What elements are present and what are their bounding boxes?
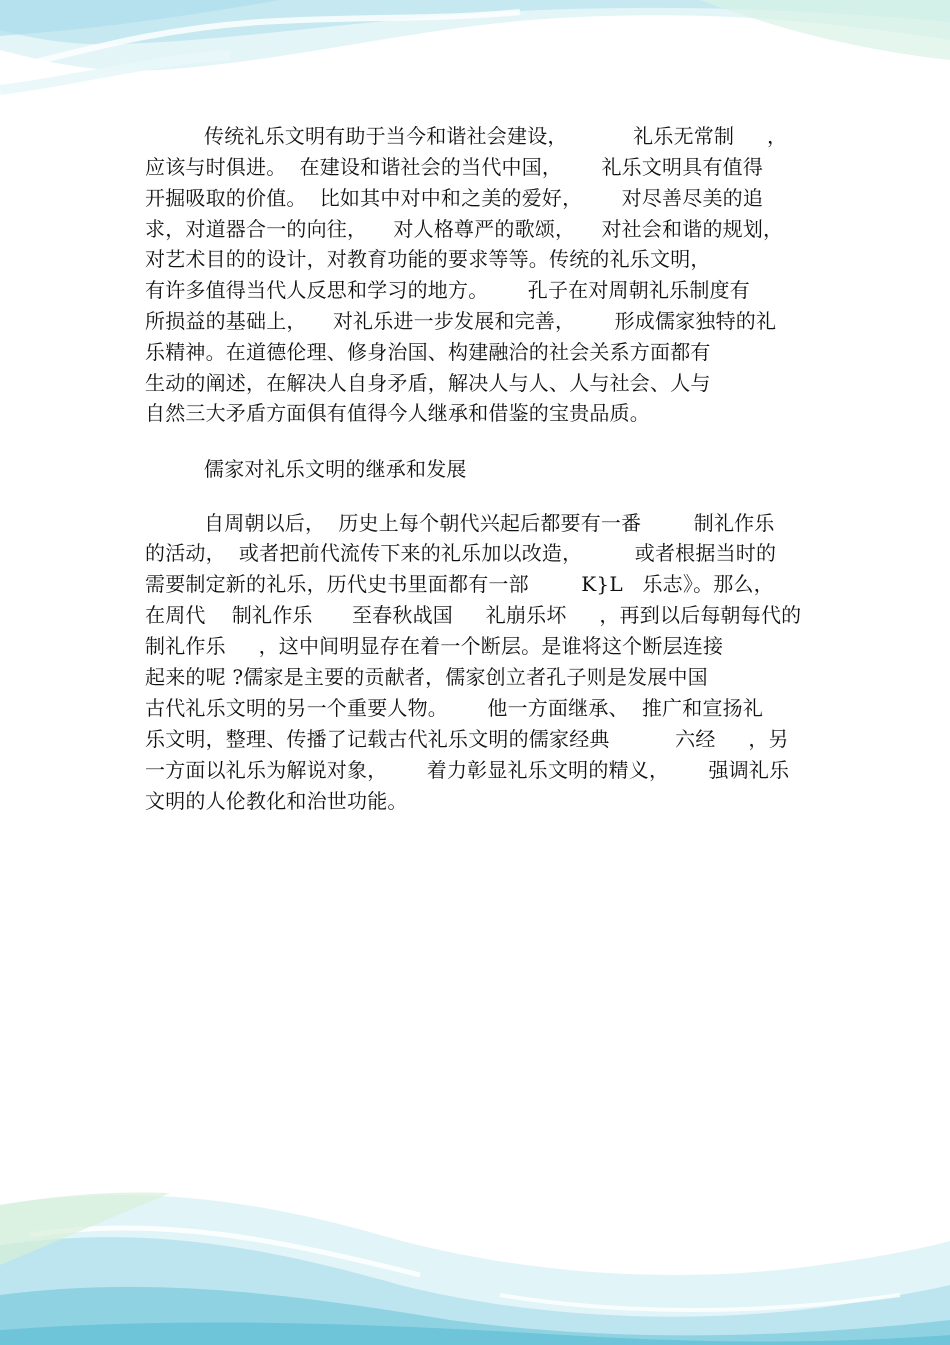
- paragraph-1-line-4: 求，对道器合一的向往， 对人格尊严的歌颂， 对社会和谐的规划，: [145, 217, 784, 241]
- paragraph-1-line-10: 自然三大矛盾方面俱有值得今人继承和借鉴的宝贵品质。: [145, 401, 650, 425]
- paragraph-1-line-5: 对艺术目的的设计，对教育功能的要求等等。传统的礼乐文明，: [145, 247, 711, 271]
- paragraph-1-line-3: 开掘吸取的价值。 比如其中对中和之美的爱好， 对尽善尽美的追: [145, 186, 764, 210]
- paragraph-1-line-1: 传统礼乐文明有助于当今和谐社会建设， 礼乐无常制 ，: [204, 124, 788, 148]
- paragraph-2-line-9: 一方面以礼乐为解说对象， 着力彰显礼乐文明的精义， 强调礼乐: [145, 758, 790, 782]
- paragraph-1-line-2: 应该与时俱进。 在建设和谐社会的当代中国， 礼乐文明具有值得: [145, 155, 764, 179]
- paragraph-1-line-8: 乐精神。在道德伦理、修身治国、构建融洽的社会关系方面都有: [145, 340, 711, 364]
- paragraph-2-line-2: 的活动， 或者把前代流传下来的礼乐加以改造， 或者根据当时的: [145, 541, 777, 565]
- paragraph-2-line-1: 自周朝以后， 历史上每个朝代兴起后都要有一番 制礼作乐: [204, 511, 775, 535]
- paragraph-1-line-6: 有许多值得当代人反思和学习的地方。 孔子在对周朝礼乐制度有: [145, 278, 750, 302]
- paragraph-2-line-5: 制礼作乐 ，这中间明显存在着一个断层。是谁将这个断层连接: [145, 634, 724, 658]
- paragraph-1-line-7: 所损益的基础上， 对礼乐进一步发展和完善， 形成儒家独特的礼: [145, 309, 777, 333]
- paragraph-2-line-8: 乐文明，整理、传播了记载古代礼乐文明的儒家经典 六经 ，另: [145, 727, 789, 751]
- section-heading: 儒家对礼乐文明的继承和发展: [204, 457, 467, 481]
- paragraph-2-line-10: 文明的人伦教化和治世功能。: [145, 789, 408, 813]
- paragraph-2-line-6: 起来的呢 ?儒家是主要的贡献者，儒家创立者孔子则是发展中国: [145, 665, 708, 689]
- paragraph-2-line-4: 在周代 制礼作乐 至春秋战国 礼崩乐坏 ，再到以后每朝每代的: [145, 603, 802, 627]
- paragraph-1-line-9: 生动的阐述，在解决人自身矛盾，解决人与人、人与社会、人与: [145, 371, 711, 395]
- paragraph-2-line-7: 古代礼乐文明的另一个重要人物。 他一方面继承、 推广和宣扬礼: [145, 696, 764, 720]
- paragraph-2-line-3: 需要制定新的礼乐，历代史书里面都有一部 K}L 乐志》。那么，: [145, 572, 774, 596]
